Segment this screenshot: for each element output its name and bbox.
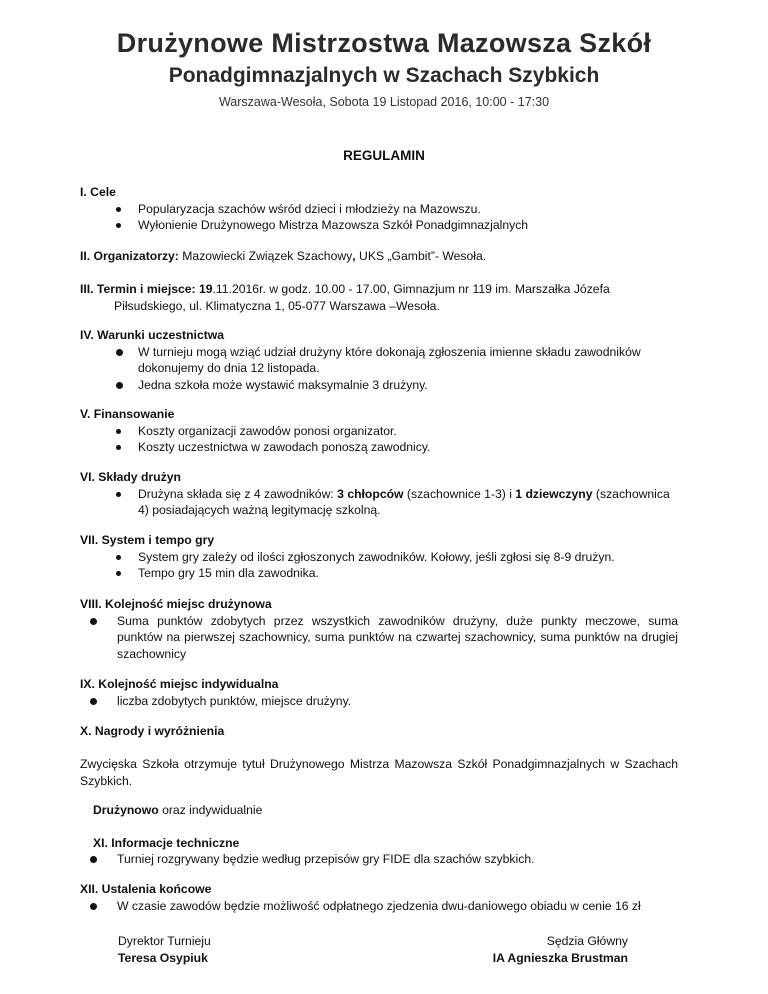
bullet-icon — [116, 571, 121, 576]
signature-judge — [478, 933, 628, 967]
list-item — [80, 851, 678, 868]
section-finansowanie — [80, 406, 678, 456]
section-text: , — [352, 249, 356, 263]
list-item-text: (szachownice 1-3) i — [403, 486, 516, 501]
list-item — [80, 693, 678, 710]
list-item-text: Drużyna składa się z 4 zawodników: — [138, 486, 338, 501]
section-title: III. Termin i miejsce: — [80, 282, 199, 296]
list-item-text: liczba zdobytych punktów, miejsce drużyny. — [117, 693, 352, 708]
section-informacje-list — [80, 851, 678, 868]
bullet-icon — [116, 429, 121, 434]
list-item-text: Jedna szkoła może wystawić maksymalnie 3 drużyny. — [138, 377, 428, 392]
signature-name: Teresa Osypiuk — [118, 951, 208, 965]
section-informacje — [93, 835, 691, 852]
bullet-icon — [116, 207, 121, 212]
regulamin-heading: REGULAMIN — [343, 148, 425, 163]
section-organizatorzy — [80, 248, 678, 265]
list-item-text: Koszty uczestnictwa w zawodach ponoszą zawodnicy. — [138, 440, 431, 454]
list-item — [80, 377, 678, 394]
signature-director — [118, 933, 211, 967]
section-title: I. Cele — [80, 185, 116, 199]
section-title: VIII. Kolejność miejsc drużynowa — [80, 597, 272, 611]
section-text: Drużynowo — [93, 803, 159, 817]
section-text: UKS „Gambit”- Wesoła. — [355, 249, 487, 263]
section-title: X. Nagrody i wyróżnienia — [80, 724, 225, 738]
list-item — [80, 423, 678, 440]
list-item-text: System gry zależy od ilości zgłoszonych zawodników. Kołowy, jeśli zgłosi się 8-9 drużyn. — [138, 549, 615, 564]
bullet-icon — [116, 492, 121, 497]
section-cele — [80, 184, 678, 234]
bullet-icon — [116, 445, 121, 450]
list-item — [80, 549, 678, 566]
signature-role: Sędzia Główny — [546, 934, 628, 948]
list-item — [80, 217, 678, 234]
list-item-text: 3 chłopców — [337, 486, 404, 501]
section-nagrody-sub — [93, 802, 691, 819]
bullet-icon — [116, 349, 123, 356]
bullet-icon — [90, 903, 97, 910]
bullet-icon — [90, 618, 97, 625]
list-item-text: Turniej rozgrywany będzie według przepisów gry FIDE dla szachów szybkich. — [117, 852, 535, 866]
section-system — [80, 532, 678, 582]
list-item-text: (szachownica 4) posiadających ważną legitymację szkolną. — [138, 486, 670, 517]
list-item-text: W czasie zawodów będzie możliwość odpłatnego zjedzenia dwu-daniowego obiadu w cenie 16 zł — [117, 898, 641, 913]
list-item-text: Koszty organizacji zawodów ponosi organizator. — [138, 423, 397, 438]
section-kolejnosc-indywidualna — [80, 676, 678, 709]
list-item — [80, 201, 678, 218]
list-item — [80, 439, 678, 456]
signature-name: IA Agnieszka Brustman — [492, 951, 628, 965]
date-text: 19 — [198, 282, 213, 296]
section-title: VI. Składy drużyn — [80, 470, 181, 484]
section-title: IX. Kolejność miejsc indywidualna — [80, 677, 279, 691]
document-title-line1: Drużynowe Mistrzostwa Mazowsza Szkół — [116, 28, 652, 58]
bullet-icon — [116, 555, 121, 560]
list-item — [80, 486, 678, 519]
section-text: Piłsudskiego, ul. Klimatyczna 1, 05-077 Warszawa –Wesoła. — [114, 298, 440, 313]
list-item — [80, 898, 678, 915]
list-item-text: W turnieju mogą wziąć udział drużyny które dokonają zgłoszenia imienne składu zawodników dokonujemy do dnia 12 listopada. — [138, 344, 641, 375]
list-item-text: Popularyzacja szachów wśród dzieci i młodzieży na Mazowszu. — [138, 201, 481, 216]
section-text: oraz indywidualnie — [158, 803, 263, 817]
section-text: Mazowiecki Związek Szachowy — [178, 249, 353, 263]
section-title: XI. Informacje techniczne — [93, 836, 240, 850]
section-title: XII. Ustalenia końcowe — [80, 882, 212, 896]
list-item-text: Tempo gry 15 min dla zawodnika. — [138, 566, 319, 580]
list-item — [80, 344, 678, 377]
section-text: .11.2016r. w godz. 10.00 - 17.00, Gimnazjum nr 119 im. Marszałka Józefa — [212, 282, 610, 296]
section-title: VII. System i tempo gry — [80, 533, 215, 547]
section-title: IV. Warunki uczestnictwa — [80, 328, 225, 342]
section-ustalenia — [80, 881, 678, 914]
list-item — [80, 565, 678, 582]
list-item-text: Wyłonienie Drużynowego Mistrza Mazowsza Szkół Ponadgimnazjalnych — [138, 218, 529, 232]
section-title: V. Finansowanie — [80, 407, 175, 421]
list-item-text: Suma punktów zdobytych przez wszystkich zawodników drużyny, duże punkty meczowe, suma punktów na pierwszej szachownicy, suma punktów na czwartej szachownicy, suma punktów na drugiej szachownicy — [117, 613, 678, 661]
bullet-icon — [90, 698, 97, 705]
bullet-icon — [116, 223, 121, 228]
list-item — [80, 613, 678, 663]
section-kolejnosc-druzynowa — [80, 596, 678, 662]
document-title-line2: Ponadgimnazjalnych w Szachach Szybkich — [168, 64, 600, 87]
section-sklady — [80, 469, 678, 519]
section-nagrody — [80, 723, 678, 740]
document-subtitle: Warszawa-Wesoła, Sobota 19 Listopad 2016, 10:00 - 17:30 — [218, 95, 550, 109]
section-nagrody-text: Zwycięska Szkoła otrzymuje tytuł Drużynowego Mistrza Mazowsza Szkół Ponadgimnazjalnych w Szachach Szybkich. — [80, 757, 678, 788]
section-warunki — [80, 327, 678, 393]
bullet-icon — [116, 382, 123, 389]
section-termin — [80, 281, 678, 314]
list-item-text: 1 dziewczyny — [515, 486, 593, 501]
signature-role: Dyrektor Turnieju — [118, 934, 211, 948]
section-title: II. Organizatorzy: — [80, 249, 179, 263]
bullet-icon — [90, 856, 97, 863]
